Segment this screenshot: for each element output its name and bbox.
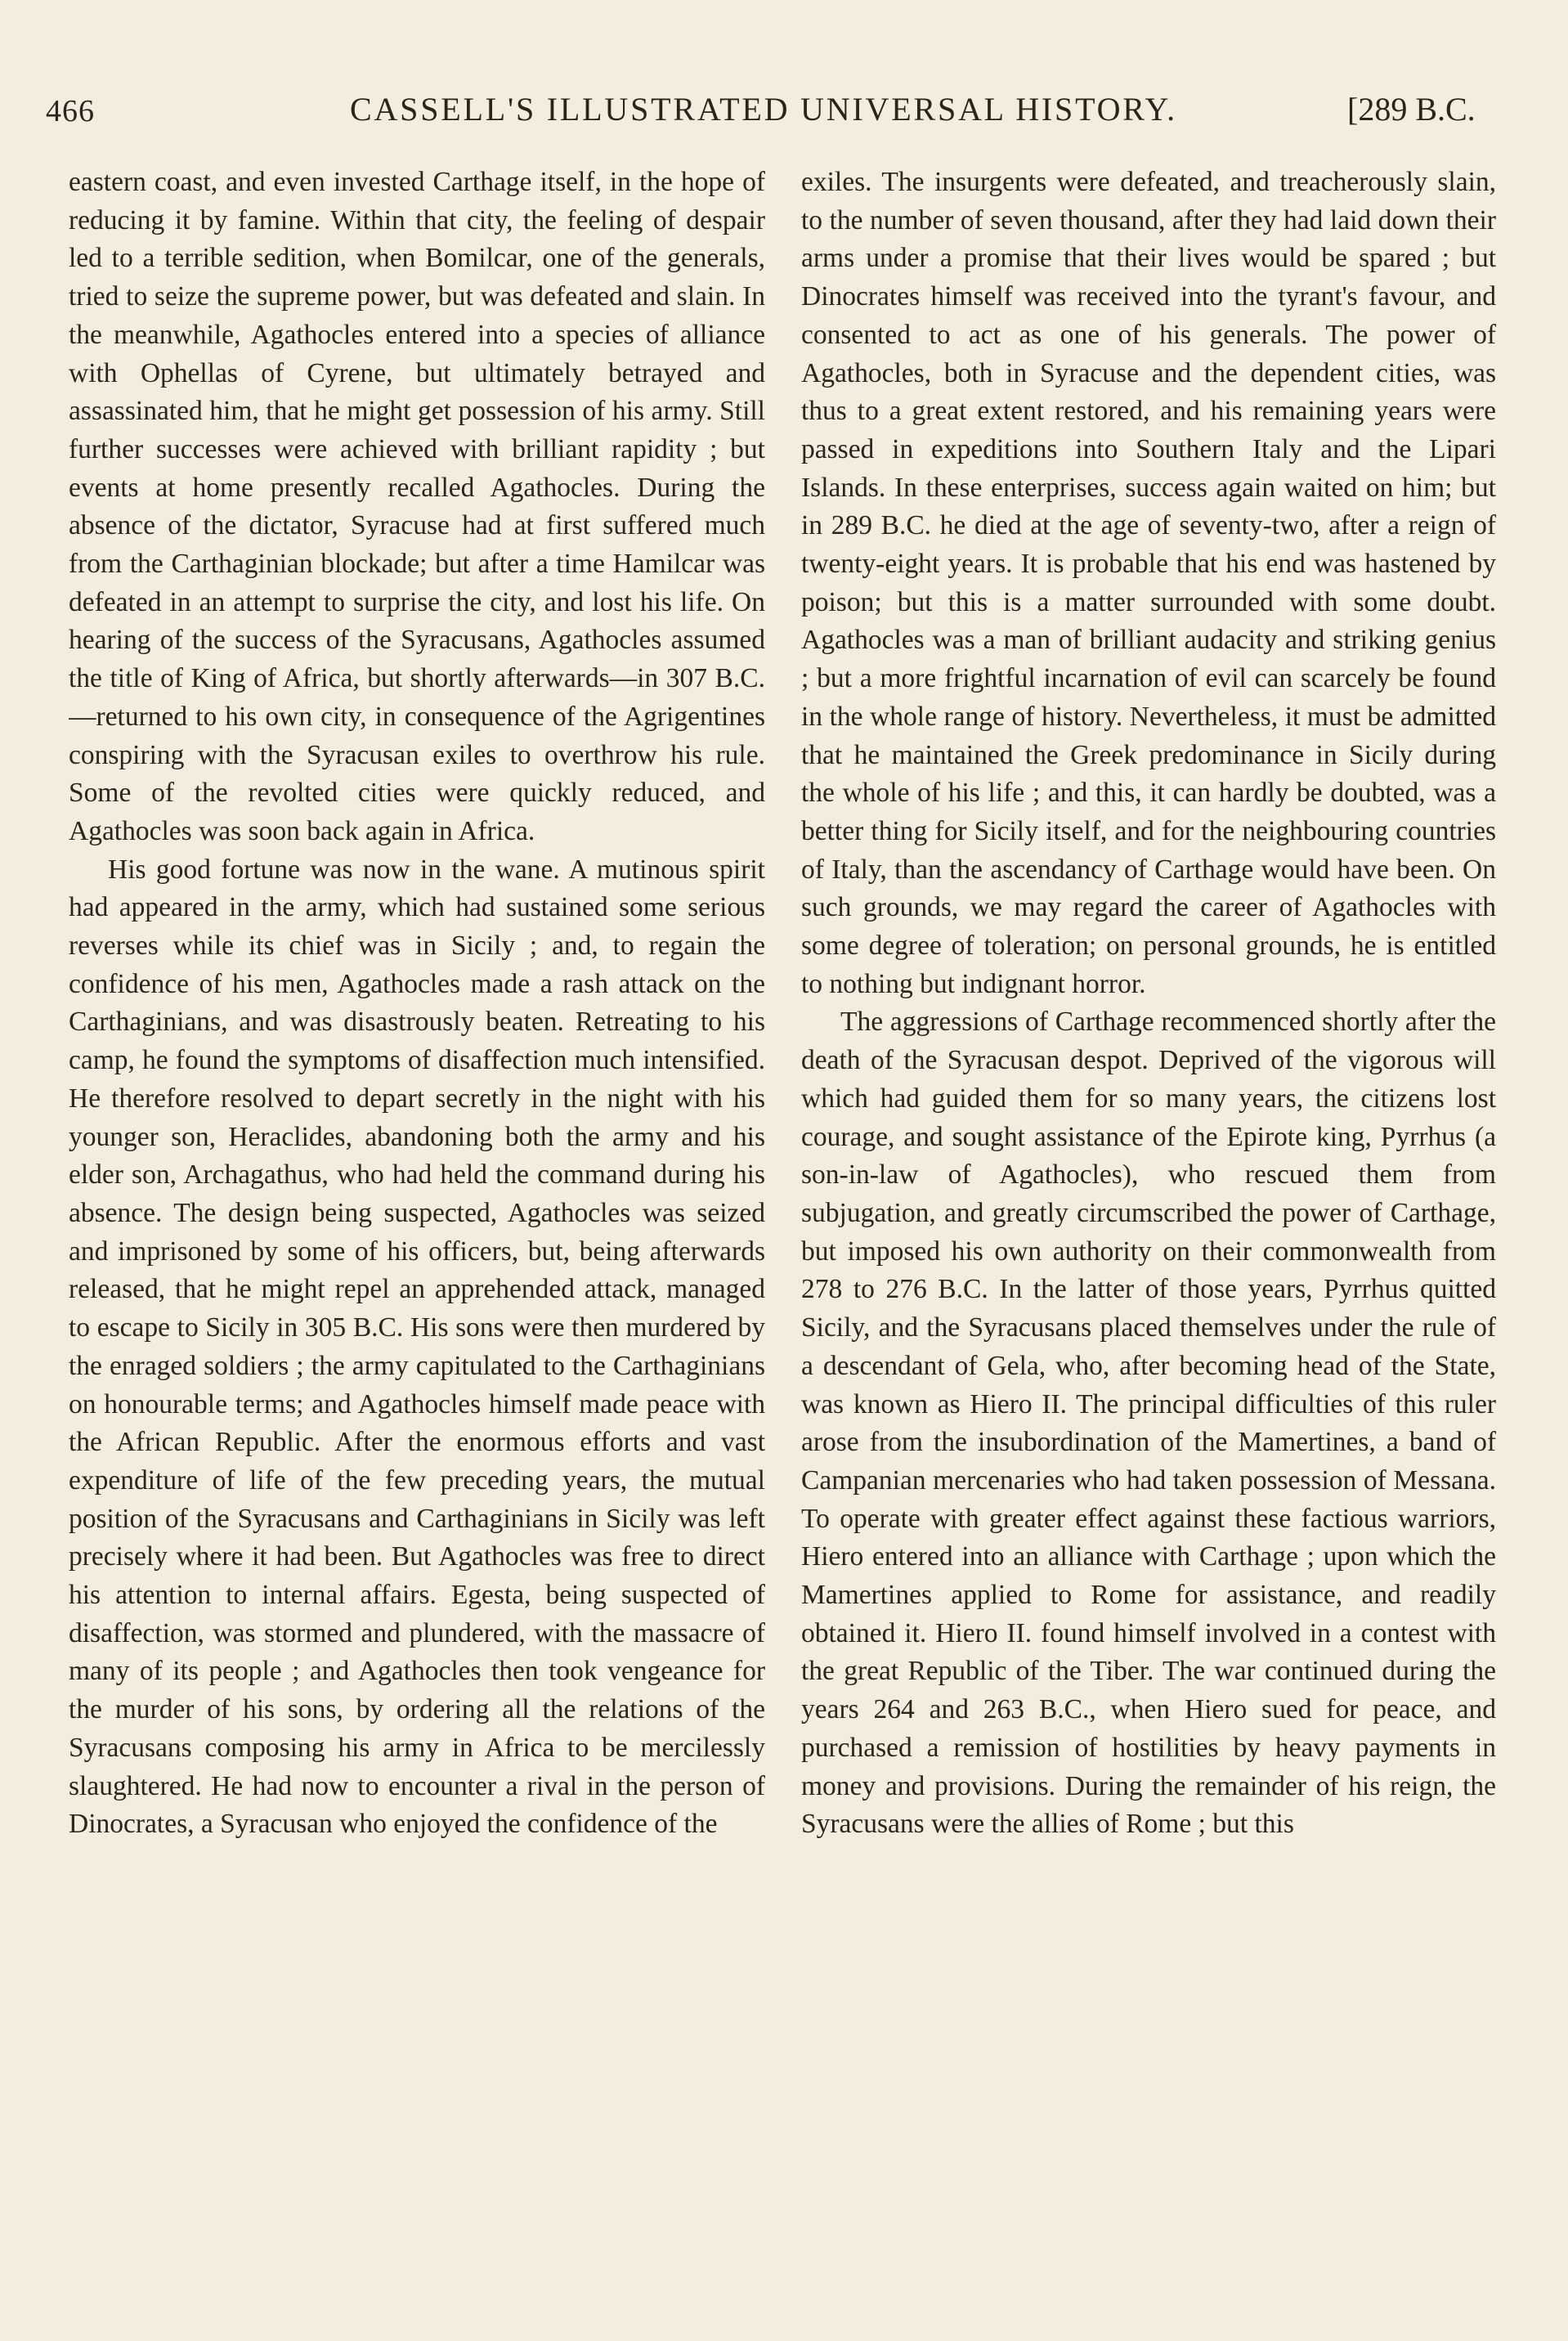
- running-head: [0, 88, 1568, 137]
- date-reference: [289 B.C.: [1347, 91, 1476, 128]
- page-number: 466: [46, 94, 95, 128]
- right-column: [801, 164, 1496, 2257]
- paragraph: exiles. The insurgents were defeated, and treacherously slain, to the number of seven thousand, after they had laid down their arms under a promise that their lives would be spared ; but Dinocrates himself was received into the tyrant's favour, and consented to act as one of his generals. The power of Agathocles, both in Syracuse and the dependent cities, was thus to a great extent restored, and his remaining years were passed in expeditions into Southern Italy and the Lipari Islands. In these enterprises, success again waited on him; but in 289 B.C. he died at the age of seventy-two, after a reign of twenty-eight years. It is probable that his end was hastened by poison; but this is a matter surrounded with some doubt. Agathocles was a man of brilliant audacity and striking genius ; but a more frightful incarnation of evil can scarcely be found in the whole range of history. Nevertheless, it must be admitted that he maintained the Greek predominance in Sicily during the whole of his life ; and this, it can hardly be doubted, was a better thing for Sicily itself, and for the neighbouring countries of Italy, than the ascendancy of Carthage would have been. On such grounds, we may regard the career of Agathocles with some degree of toleration; on personal grounds, he is entitled to nothing but indignant horror.: [801, 167, 1496, 999]
- book-title: CASSELL'S ILLUSTRATED UNIVERSAL HISTORY.: [350, 91, 1177, 128]
- paragraph: eastern coast, and even invested Carthage itself, in the hope of reducing it by famine. Within that city, the feeling of despair led to a terrible sedition, when Bomilcar, one of the generals, tried to seize the supreme power, but was defeated and slain. In the meanwhile, Agathocles entered into a species of alliance with Ophellas of Cyrene, but ultimately betrayed and assassinated him, that he might get possession of his army. Still further successes were achieved with brilliant rapidity ; but events at home presently recalled Agathocles. During the absence of the dictator, Syracuse had at first suffered much from the Carthaginian blockade; but after a time Hamilcar was defeated in an attempt to surprise the city, and lost his life. On hearing of the success of the Syracusans, Agathocles assumed the title of King of Africa, but shortly afterwards—in 307 B.C.—returned to his own city, in consequence of the Agrigentines conspiring with the Syracusan exiles to overthrow his rule. Some of the revolted cities were quickly reduced, and Agathocles was soon back again in Africa.: [69, 167, 765, 846]
- paragraph: His good fortune was now in the wane. A mutinous spirit had appeared in the army, which had sustained some serious reverses while its chief was in Sicily ; and, to regain the confidence of his men, Agathocles made a rash attack on the Carthaginians, and was disastrously beaten. Retreating to his camp, he found the symptoms of disaffection much intensified. He therefore resolved to depart secretly in the night with his younger son, Heraclides, abandoning both the army and his elder son, Archagathus, who had held the command during his absence. The design being suspected, Agathocles was seized and imprisoned by some of his officers, but, being afterwards released, that he might repel an apprehended attack, managed to escape to Sicily in 305 B.C. His sons were then murdered by the enraged soldiers ; the army capitulated to the Carthaginians on honourable terms; and Agathocles himself made peace with the African Republic. After the enormous efforts and vast expenditure of life of the few preceding years, the mutual position of the Syracusans and Carthaginians in Sicily was left precisely where it had been. But Agathocles was free to direct his attention to internal affairs. Egesta, being suspected of disaffection, was stormed and plundered, with the massacre of many of its people ; and Agathocles then took vengeance for the murder of his sons, by ordering all the relations of the Syracusans composing his army in Africa to be mercilessly slaughtered. He had now to encounter a rival in the person of Dinocrates, a Syracusan who enjoyed the confidence of the: [69, 854, 765, 1840]
- paragraph: The aggressions of Carthage recommenced shortly after the death of the Syracusan despot. Deprived of the vigorous will which had guided them for so many years, the citizens lost courage, and sought assistance of the Epirote king, Pyrrhus (a son-in-law of Agathocles), who rescued them from subjugation, and greatly circumscribed the power of Carthage, but imposed his own authority on their commonwealth from 278 to 276 B.C. In the latter of those years, Pyrrhus quitted Sicily, and the Syracusans placed themselves under the rule of a descendant of Gela, who, after becoming head of the State, was known as Hiero II. The principal difficulties of this ruler arose from the insubordination of the Mamertines, a band of Campanian mercenaries who had taken possession of Messana. To operate with greater effect against these factious warriors, Hiero entered into an alliance with Carthage ; upon which the Mamertines applied to Rome for assistance, and readily obtained it. Hiero II. found himself involved in a contest with the great Republic of the Tiber. The war continued during the years 264 and 263 B.C., when Hiero sued for peace, and purchased a remission of hostilities by heavy payments in money and provisions. During the remainder of his reign, the Syracusans were the allies of Rome ; but this: [801, 1007, 1496, 1840]
- left-column: [69, 164, 765, 2257]
